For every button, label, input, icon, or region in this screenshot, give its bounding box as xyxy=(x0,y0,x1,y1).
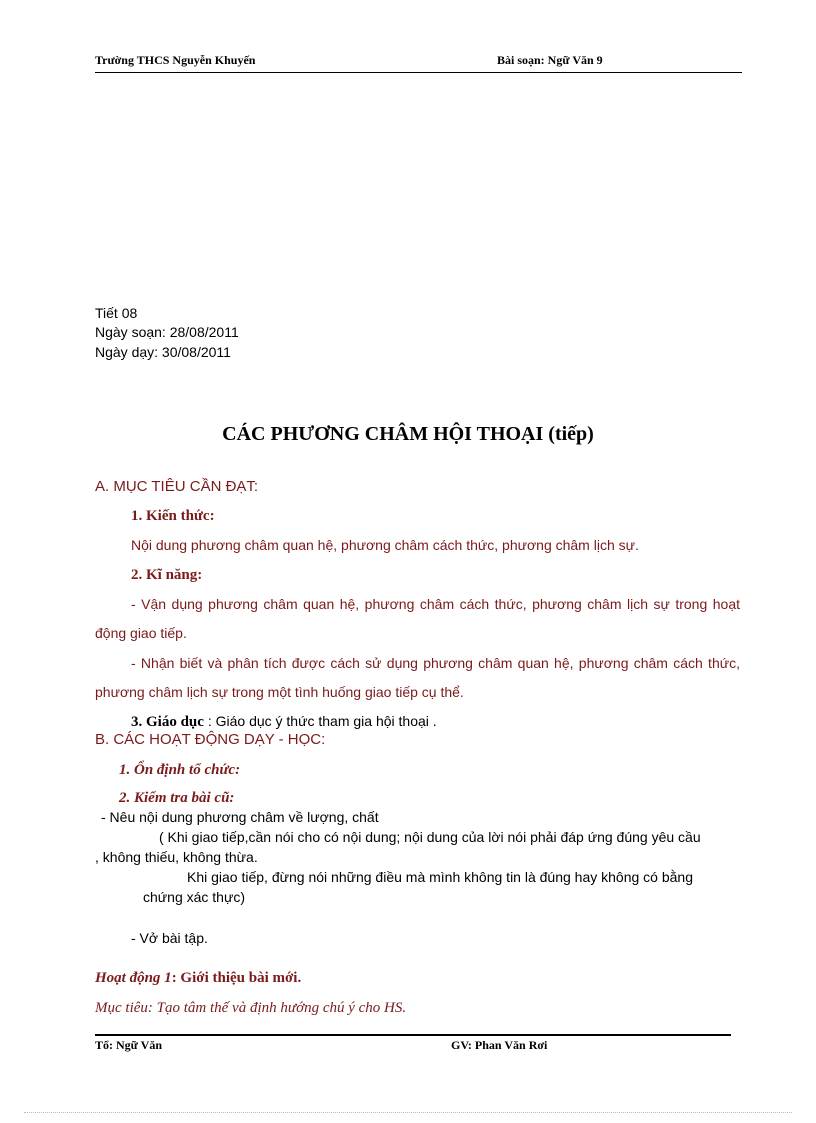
review-answer-line-1: ( Khi giao tiếp,cần nói cho có nội dung; nội dung của lời nói phải đáp ứng đúng yêu cầu xyxy=(159,829,701,845)
header-school: Trường THCS Nguyễn Khuyến xyxy=(95,53,256,67)
step-2-label: 2. Kiểm tra bài cũ: xyxy=(119,790,235,806)
page-title: CÁC PHƯƠNG CHÂM HỘI THOẠI (tiếp) xyxy=(222,423,594,445)
header-rule xyxy=(95,72,742,73)
activity-1-label: Hoạt động 1 xyxy=(95,970,172,986)
lesson-number: Tiết 08 xyxy=(95,305,138,321)
homework-note: - Vở bài tập. xyxy=(131,930,208,946)
review-question: - Nêu nội dung phương châm về lượng, chất xyxy=(101,809,379,825)
header-subject: Bài soạn: Ngữ Văn 9 xyxy=(497,53,603,67)
activity-1-line xyxy=(95,970,301,987)
education-text: : Giáo dục ý thức tham gia hội thoại . xyxy=(203,713,437,729)
knowledge-label: 1. Kiến thức: xyxy=(131,508,215,524)
skill-2-line-1: - Nhận biết và phân tích được cách sử dụng phương châm quan hệ, phương châm cách thức, xyxy=(131,655,740,671)
teach-date: Ngày dạy: 30/08/2011 xyxy=(95,344,231,360)
review-answer-line-4: chứng xác thực) xyxy=(143,889,246,905)
skill-1-line-2: động giao tiếp. xyxy=(95,625,187,641)
page-bottom-edge xyxy=(24,1112,792,1113)
activity-1-text: : Giới thiệu bài mới. xyxy=(171,970,302,986)
footer-rule xyxy=(95,1034,731,1036)
activity-objective: Mục tiêu: Tạo tâm thế và định hướng chú ý cho HS. xyxy=(95,1000,407,1016)
review-answer-line-3: Khi giao tiếp, đừng nói những điều mà mình không tin là đúng hay không có bằng xyxy=(187,869,693,885)
education-line xyxy=(131,713,437,731)
section-b-heading: B. CÁC HOẠT ĐỘNG DẠY - HỌC: xyxy=(95,731,326,748)
prep-date: Ngày soạn: 28/08/2011 xyxy=(95,324,239,340)
footer-teacher: GV: Phan Văn Rơi xyxy=(451,1038,548,1052)
review-answer-line-2: , không thiếu, không thừa. xyxy=(95,849,258,865)
section-a-heading: A. MỤC TIÊU CẦN ĐẠT: xyxy=(95,478,259,495)
footer-department: Tổ: Ngữ Văn xyxy=(95,1038,162,1052)
education-label: 3. Giáo dục xyxy=(131,714,204,730)
step-1-label: 1. Ổn định tổ chức: xyxy=(119,762,241,778)
skill-1-line-1: - Vận dụng phương châm quan hệ, phương châm cách thức, phương châm lịch sự trong hoạt xyxy=(131,596,740,612)
skills-label: 2. Kĩ năng: xyxy=(131,567,203,583)
skill-2-line-2: phương châm lịch sự trong một tình huống giao tiếp cụ thể. xyxy=(95,684,464,700)
knowledge-text: Nội dung phương châm quan hệ, phương châm cách thức, phương châm lịch sự. xyxy=(131,537,639,553)
